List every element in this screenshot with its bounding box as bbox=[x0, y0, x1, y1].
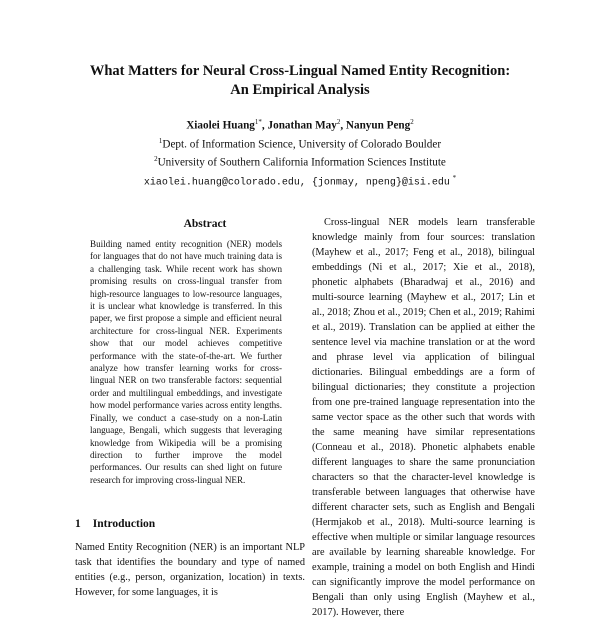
abstract-text: Building named entity recognition (NER) models for languages that do not have much training data is a challenging task. While recent work has shown promising results on cross-lingual transfer from high-resource languages to low-resource languages, it is unclear what knowledge is transferred. In this paper, we first propose a simple and efficient neural architecture for cross-lingual NER. Experiments show that our model achieves competitive performance with the state-of-the-art. We further analyze how transfer learning works for cross-lingual NER on two transferable factors: sequential order and multilingual embeddings, and investigate how model performance varies across entity lengths. Finally, we conduct a case-study on a non-Latin language, Bengali, which suggests that leveraging knowledge from Wikipedia will be a promising direction to further improve the model performances. Our results can shed light on future research for improving cross-lingual NER. bbox=[90, 239, 282, 485]
section-title: Introduction bbox=[92, 518, 156, 530]
right-column-text: Cross-lingual NER models learn transferable knowledge mainly from four sources: translation (Mayhew et al., 2017; Feng et al., 2018), bilingual embeddings (Ni et al., 2017; Xie et al., 2018), phonetic alphabets (Bharadwaj et al., 2016) and multi-source learning (Mayhew et al., 2017; Lin et al., 2018; Zhou et al., 2019; Chen et al., 2019; Rahimi et al., 2019). Translation can be applied at either the sentence level via machine translation or at the word and phrase level via application of bilingual dictionaries. Bilingual embeddings are a form of bilingual dictionaries; they constitute a projection from one pre-trained language representation into the same vector space as the other such that words with the same meaning have similar representations (Conneau et al., 2018). Phonetic alphabets enable different languages to share the same pronunciation characters so that the character-level knowledge is transferable between languages that otherwise have different character sets, such as English and Bengali (Hermjakob et al., 2018). Multi-source learning is effective when multiple or similar language resources are available by learning shareable knowledge. For example, training a model on both English and Hindi can significantly improve the model performance on Bengali than only using English (Mayhew et al., 2017). However, there bbox=[312, 217, 535, 618]
title-line-1: What Matters for Neural Cross-Lingual Named Entity Recognition: bbox=[89, 63, 511, 79]
affiliation-mark: 1 bbox=[158, 136, 163, 145]
author-name: Nanyun Peng bbox=[345, 119, 411, 132]
title-line-2: An Empirical Analysis bbox=[230, 82, 370, 98]
affiliation-2 bbox=[40, 152, 560, 171]
affiliation-1 bbox=[40, 134, 560, 153]
affiliation-text: Dept. of Information Science, University of Colorado Boulder bbox=[162, 138, 442, 151]
introduction-text: Named Entity Recognition (NER) is an important NLP task that identifies the boundary and type of named entities (e.g., person, organization, location) in texts. However, for some languages, it is bbox=[75, 542, 305, 598]
author-mark: 1* bbox=[254, 118, 262, 126]
email-list: xiaolei.huang@colorado.edu, {jonmay, npeng}@isi.edu bbox=[143, 177, 450, 189]
author-separator: , bbox=[261, 119, 268, 132]
author-block bbox=[40, 115, 560, 191]
email-mark: * bbox=[452, 174, 457, 183]
author-emails bbox=[40, 171, 560, 191]
paper-title bbox=[40, 62, 560, 100]
affiliation-mark: 2 bbox=[154, 155, 158, 164]
author-name: Jonathan May bbox=[267, 119, 337, 132]
author-separator: , bbox=[340, 119, 346, 132]
section-number: 1 bbox=[75, 518, 81, 530]
affiliation-text: University of Southern California Information Sciences Institute bbox=[157, 157, 446, 170]
author-names bbox=[40, 115, 560, 134]
author-name: Xiaolei Huang bbox=[186, 119, 255, 132]
author-mark: 2 bbox=[336, 118, 341, 126]
author-mark: 2 bbox=[410, 118, 414, 126]
introduction-heading bbox=[75, 518, 305, 530]
abstract-heading: Abstract bbox=[183, 218, 227, 230]
